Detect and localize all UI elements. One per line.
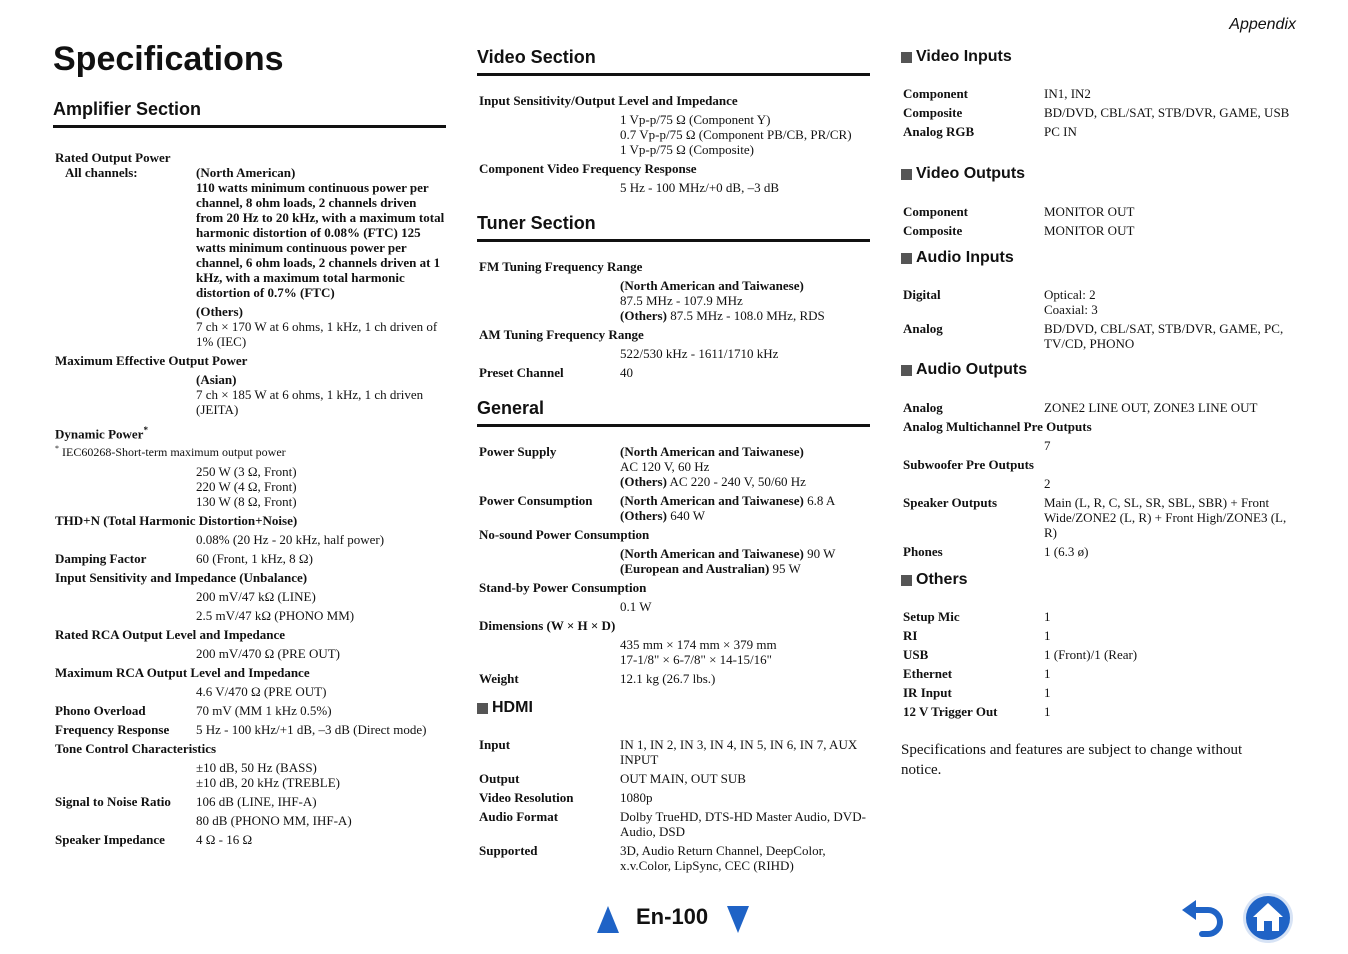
frequency-response-value: 5 Hz - 100 kHz/+1 dB, –3 dB (Direct mode) [196, 722, 427, 738]
ir-input-label: IR Input [903, 685, 952, 700]
vo-component-label: Component [903, 204, 969, 219]
input-sensitivity-line: 200 mV/47 kΩ (LINE) [196, 589, 316, 605]
max-rca-label: Maximum RCA Output Level and Impedance [55, 665, 310, 681]
video-outputs-specs [903, 204, 1294, 242]
square-bullet-icon [901, 169, 912, 180]
others-specs [903, 609, 1294, 723]
setup-mic-value: 1 [1044, 609, 1051, 624]
audio-outputs-subtitle [901, 361, 1027, 379]
ao-multich-value: 7 [1044, 438, 1051, 453]
supported-value: 3D, Audio Return Channel, DeepColor, x.v.Color, LipSync, CEC (RIHD) [620, 843, 826, 873]
pc-na-value: 6.8 A [803, 493, 836, 508]
video-input-sens-label: Input Sensitivity/Output Level and Impedance [479, 93, 738, 108]
rated-output-power-label: Rated Output Power [55, 150, 171, 165]
ethernet-value: 1 [1044, 666, 1051, 681]
video-component-pb: 0.7 Vp-p/75 Ω (Component PB/CB, PR/CR) [620, 127, 852, 142]
audio-format-value: Dolby TrueHD, DTS-HD Master Audio, DVD-Audio, DSD [620, 809, 866, 839]
ps-na-label: (North American and Taiwanese) [620, 444, 804, 459]
video-section-title: Video Section [477, 47, 870, 76]
tone-treble: ±10 dB, 20 kHz (TREBLE) [196, 775, 340, 791]
hdmi-input-label: Input [479, 737, 511, 752]
ao-analog-value: ZONE2 LINE OUT, ZONE3 LINE OUT [1044, 400, 1258, 415]
ethernet-label: Ethernet [903, 666, 953, 681]
input-sensitivity-phono: 2.5 mV/47 kΩ (PHONO MM) [196, 608, 355, 624]
ir-input-value: 1 [1044, 685, 1051, 700]
vo-composite-value: MONITOR OUT [1044, 223, 1135, 238]
max-rca-value: 4.6 V/470 Ω (PRE OUT) [196, 684, 327, 700]
hdmi-title: HDMI [492, 699, 533, 716]
thd-label: THD+N (Total Harmonic Distortion+Noise) [55, 513, 298, 529]
ai-digital-label: Digital [903, 287, 941, 302]
standby-value: 0.1 W [620, 599, 652, 614]
video-inputs-specs [903, 86, 1294, 143]
usb-label: USB [903, 647, 929, 662]
general-section-title: General [477, 398, 870, 427]
audio-inputs-title: Audio Inputs [916, 249, 1014, 266]
fm-na-value: 87.5 MHz - 107.9 MHz [620, 293, 743, 308]
fm-label: FM Tuning Frequency Range [479, 259, 643, 274]
phono-overload-label: Phono Overload [55, 703, 146, 719]
video-resolution-label: Video Resolution [479, 790, 574, 805]
hdmi-output-value: OUT MAIN, OUT SUB [620, 771, 746, 786]
input-sensitivity-label: Input Sensitivity and Impedance (Unbalance) [55, 570, 308, 586]
video-outputs-title: Video Outputs [916, 165, 1026, 182]
audio-inputs-specs [903, 287, 1294, 355]
dynamic-power-label: Dynamic Power [55, 426, 144, 442]
video-inputs-subtitle [901, 48, 1012, 66]
ns-na-label: (North American and Taiwanese) [620, 546, 804, 561]
home-icon[interactable] [1242, 892, 1294, 944]
specifications-notice: Specifications and features are subject to change without notice. [901, 742, 1243, 778]
tone-control-label: Tone Control Characteristics [55, 741, 217, 757]
section-label: Appendix [1229, 16, 1296, 33]
vi-component-value: IN1, IN2 [1044, 86, 1091, 101]
tone-bass: ±10 dB, 50 Hz (BASS) [196, 760, 317, 776]
snr-phono: 80 dB (PHONO MM, IHF-A) [196, 813, 352, 829]
rated-rca-value: 200 mV/470 Ω (PRE OUT) [196, 646, 340, 662]
asian-power-text: 7 ch × 185 W at 6 ohms, 1 kHz, 1 ch driven (JEITA) [196, 387, 424, 417]
others-title: Others [916, 571, 968, 588]
dimensions-label: Dimensions (W × H × D) [479, 618, 616, 633]
power-consumption-label: Power Consumption [479, 493, 593, 508]
ao-phones-value: 1 (6.3 ø) [1044, 544, 1089, 559]
supported-label: Supported [479, 843, 538, 858]
return-arrow-icon[interactable] [1180, 898, 1228, 938]
vi-rgb-value: PC IN [1044, 124, 1077, 139]
ps-na-value: AC 120 V, 60 Hz [620, 459, 710, 474]
snr-label: Signal to Noise Ratio [55, 794, 171, 810]
tuner-section-title: Tuner Section [477, 213, 870, 242]
frequency-response-label: Frequency Response [55, 722, 170, 738]
all-channels-label: All channels: [65, 165, 138, 180]
am-label: AM Tuning Frequency Range [479, 327, 644, 342]
general-specs [479, 444, 870, 690]
pc-others-value: 640 W [666, 508, 705, 523]
damping-label: Damping Factor [55, 551, 147, 567]
north-american-label: (North American) [196, 165, 296, 180]
fm-others-value: 87.5 MHz - 108.0 MHz, RDS [666, 308, 825, 323]
asian-label: (Asian) [196, 372, 237, 387]
ao-speaker-value: Main (L, R, C, SL, SR, SBL, SBR) + Front Wide/ZONE2 (L, R) + Front High/ZONE3 (L, R) [1044, 495, 1287, 540]
ao-analog-label: Analog [903, 400, 943, 415]
square-bullet-icon [901, 253, 912, 264]
dynamic-power-4ohm: 220 W (4 Ω, Front) [196, 479, 297, 495]
others-label: (Others) [196, 304, 243, 319]
video-resolution-value: 1080p [620, 790, 653, 805]
vi-composite-label: Composite [903, 105, 963, 120]
page-title: Specifications [53, 40, 284, 78]
speaker-impedance-label: Speaker Impedance [55, 832, 165, 848]
hdmi-output-label: Output [479, 771, 520, 786]
vo-component-value: MONITOR OUT [1044, 204, 1135, 219]
vo-composite-label: Composite [903, 223, 963, 238]
up-triangle-icon[interactable] [597, 906, 619, 933]
weight-label: Weight [479, 671, 519, 686]
square-bullet-icon [901, 365, 912, 376]
dynamic-power-3ohm: 250 W (3 Ω, Front) [196, 464, 297, 480]
thd-value: 0.08% (20 Hz - 20 kHz, half power) [196, 532, 385, 548]
preset-value: 40 [620, 365, 633, 380]
audio-format-label: Audio Format [479, 809, 559, 824]
ao-multich-label: Analog Multichannel Pre Outputs [903, 419, 1092, 434]
trigger-out-value: 1 [1044, 704, 1051, 719]
audio-outputs-title: Audio Outputs [916, 361, 1028, 378]
fm-others-label: (Others) [620, 308, 667, 323]
damping-value: 60 (Front, 1 kHz, 8 Ω) [196, 551, 313, 567]
ri-value: 1 [1044, 628, 1051, 643]
speaker-impedance-value: 4 Ω - 16 Ω [196, 832, 253, 848]
am-value: 522/530 kHz - 1611/1710 kHz [620, 346, 779, 361]
nosound-label: No-sound Power Consumption [479, 527, 650, 542]
vi-component-label: Component [903, 86, 969, 101]
setup-mic-label: Setup Mic [903, 609, 960, 624]
video-component-y: 1 Vp-p/75 Ω (Component Y) [620, 112, 771, 127]
ai-analog-value: BD/DVD, CBL/SAT, STB/DVR, GAME, PC, TV/CD, PHONO [1044, 321, 1284, 351]
dimensions-inch: 17-1/8" × 6-7/8" × 14-15/16" [620, 652, 772, 667]
preset-label: Preset Channel [479, 365, 564, 380]
ri-label: RI [903, 628, 918, 643]
ai-analog-label: Analog [903, 321, 943, 336]
ao-sub-label: Subwoofer Pre Outputs [903, 457, 1034, 472]
standby-label: Stand-by Power Consumption [479, 580, 647, 595]
snr-line: 106 dB (LINE, IHF-A) [196, 794, 317, 810]
pc-others-label: (Others) [620, 508, 667, 523]
amplifier-section-title: Amplifier Section [53, 99, 446, 128]
phono-overload-value: 70 mV (MM 1 kHz 0.5%) [196, 703, 332, 719]
page-number: En-100 [636, 904, 709, 929]
hdmi-specs [479, 737, 870, 877]
iec-note: IEC60268-Short-term maximum output power [62, 445, 286, 460]
vi-rgb-label: Analog RGB [903, 124, 975, 139]
cvfr-label: Component Video Frequency Response [479, 161, 697, 176]
iec-footnote-mark: * [55, 444, 59, 454]
pc-na-label: (North American and Taiwanese) [620, 493, 804, 508]
hdmi-input-value: IN 1, IN 2, IN 3, IN 4, IN 5, IN 6, IN 7, AUX INPUT [620, 737, 858, 767]
ao-sub-value: 2 [1044, 476, 1051, 491]
audio-outputs-specs [903, 400, 1294, 563]
tuner-specs [479, 259, 870, 384]
ao-speaker-label: Speaker Outputs [903, 495, 998, 510]
video-composite: 1 Vp-p/75 Ω (Composite) [620, 142, 754, 157]
video-specs [479, 93, 870, 199]
ns-eu-label: (European and Australian) [620, 561, 770, 576]
ps-others-label: (Others) [620, 474, 667, 489]
amplifier-specs [55, 150, 446, 851]
ps-others-value: AC 220 - 240 V, 50/60 Hz [666, 474, 806, 489]
hdmi-subtitle [477, 699, 533, 717]
video-outputs-subtitle [901, 165, 1025, 183]
ao-phones-label: Phones [903, 544, 943, 559]
audio-inputs-subtitle [901, 249, 1014, 267]
max-effective-label: Maximum Effective Output Power [55, 353, 248, 368]
trigger-out-label: 12 V Trigger Out [903, 704, 998, 719]
vi-composite-value: BD/DVD, CBL/SAT, STB/DVR, GAME, USB [1044, 105, 1290, 120]
rated-rca-label: Rated RCA Output Level and Impedance [55, 627, 286, 643]
others-power-text: 7 ch × 170 W at 6 ohms, 1 kHz, 1 ch driven of 1% (IEC) [196, 319, 438, 349]
square-bullet-icon [901, 575, 912, 586]
video-inputs-title: Video Inputs [916, 48, 1012, 65]
ns-na-value: 90 W [803, 546, 836, 561]
square-bullet-icon [901, 52, 912, 63]
power-supply-label: Power Supply [479, 444, 557, 459]
weight-value: 12.1 kg (26.7 lbs.) [620, 671, 716, 686]
dimensions-mm: 435 mm × 174 mm × 379 mm [620, 637, 777, 652]
usb-value: 1 (Front)/1 (Rear) [1044, 647, 1138, 662]
dynamic-power-8ohm: 130 W (8 Ω, Front) [196, 494, 297, 510]
cvfr-value: 5 Hz - 100 MHz/+0 dB, –3 dB [620, 180, 779, 195]
square-bullet-icon [477, 703, 488, 714]
ns-eu-value: 95 W [769, 561, 801, 576]
north-american-power-text: 110 watts minimum continuous power per channel, 8 ohm loads, 2 channels driven from 20 Hz to 20 kHz, with a maximum total harmonic distortion of 0.08% (FTC) 125 watts minimum continuous power per channel, 6 ohm loads, 2 channels driven at 1 kHz, with a maximum total harmonic distortion of 0.7% (FTC) [196, 180, 445, 300]
ai-coaxial: Coaxial: 3 [1044, 302, 1098, 317]
dynamic-power-footnote-mark: * [143, 425, 148, 435]
ai-optical: Optical: 2 [1044, 287, 1096, 302]
fm-na-label: (North American and Taiwanese) [620, 278, 804, 293]
down-triangle-icon[interactable] [727, 906, 749, 933]
others-subtitle [901, 571, 968, 589]
